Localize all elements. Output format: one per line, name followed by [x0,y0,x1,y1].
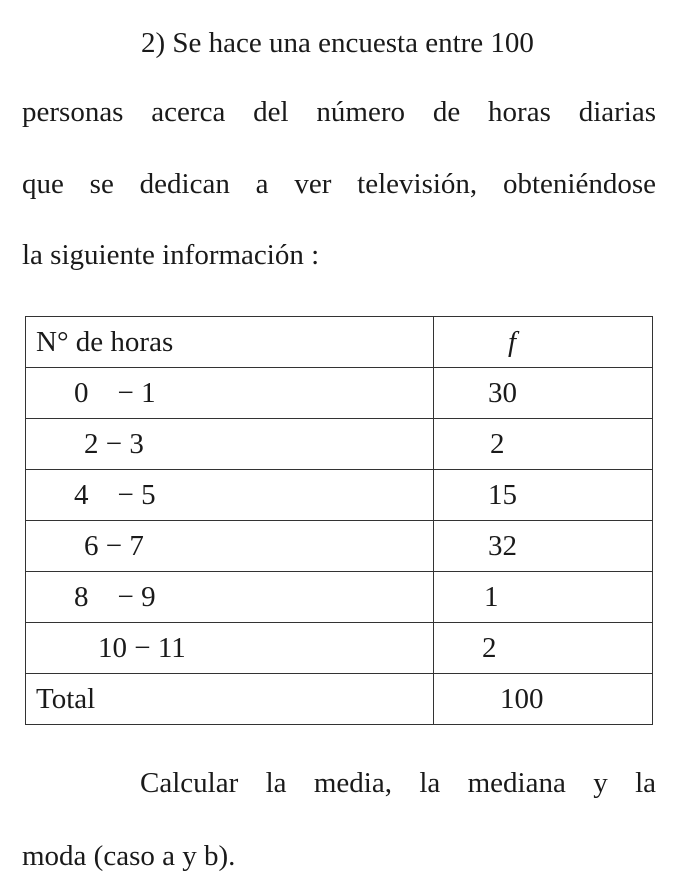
frequency-cell: 2 [434,419,653,470]
question-line-2: moda (caso a y b). [22,840,236,872]
question-line-1: Calcular la media, la mediana y la [140,767,656,799]
hours-cell: 10 − 11 [26,623,434,674]
frequency-table [25,316,653,725]
hours-cell: 0 − 1 [26,368,434,419]
problem-line-3: que se dedican a ver televisión, obteniéndose [22,168,656,200]
table-total-row [26,674,653,725]
frequency-cell: 1 [434,572,653,623]
header-hours: N° de horas [26,317,434,368]
table-row [26,419,653,470]
hours-cell: 4 − 5 [26,470,434,521]
frequency-cell: 30 [434,368,653,419]
problem-line-2: personas acerca del número de horas diarias [22,96,656,128]
total-label-cell: Total [26,674,434,725]
table-header-row [26,317,653,368]
table-row [26,521,653,572]
header-frequency: f [434,317,653,368]
hours-cell: 8 − 9 [26,572,434,623]
table-row [26,368,653,419]
problem-line-1: 2) Se hace una encuesta entre 100 [141,27,534,59]
table-row [26,470,653,521]
frequency-cell: 15 [434,470,653,521]
hours-cell: 6 − 7 [26,521,434,572]
total-value-cell: 100 [434,674,653,725]
table-row [26,623,653,674]
frequency-cell: 2 [434,623,653,674]
problem-line-4: la siguiente información : [22,239,320,271]
frequency-cell: 32 [434,521,653,572]
table-row [26,572,653,623]
hours-cell: 2 − 3 [26,419,434,470]
